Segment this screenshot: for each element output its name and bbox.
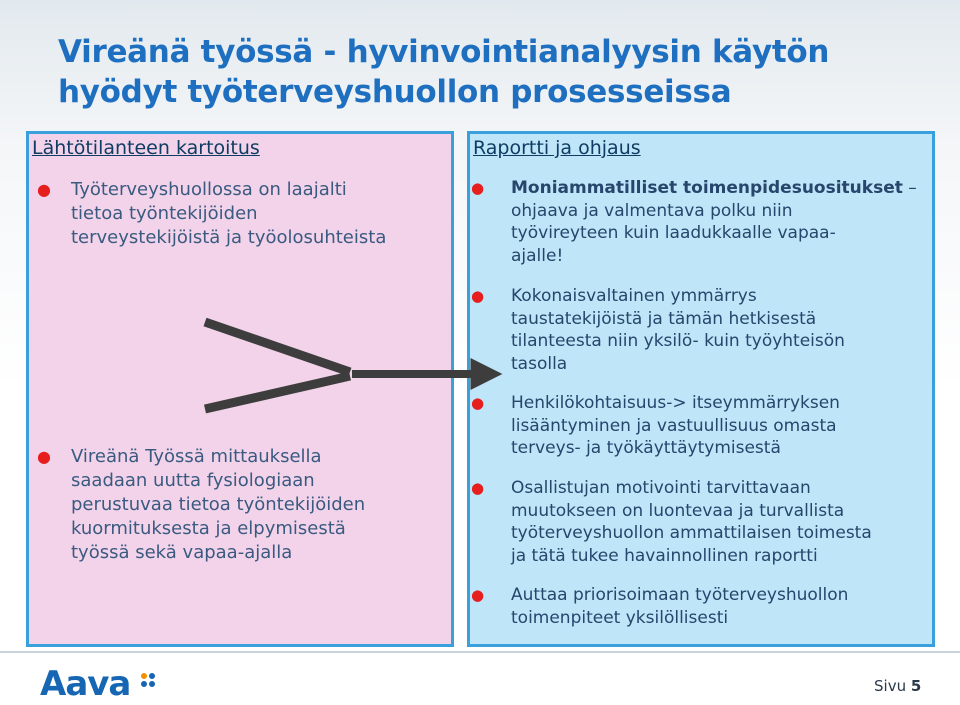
bullet-dot-icon: ● [37, 447, 51, 466]
bullet-dot-icon: ● [471, 179, 485, 197]
bullet-dot-icon: ● [471, 586, 485, 604]
upper-arrow-line [205, 322, 350, 372]
right-panel-heading: Raportti ja ohjaus [473, 137, 641, 159]
bullet-dot-icon: ● [37, 180, 51, 199]
bullet-dot-icon: ● [471, 479, 485, 497]
title-line-2: hyödyt työterveyshuollon prosesseissa [58, 74, 732, 110]
bullet-1-bold: Moniammatilliset toimenpidesuositukset [511, 178, 903, 198]
right-bullet-4: ● Osallistujan motivointi tarvittavaan muutokseen on luontevaa ja turvallista työterveyshuollon ammattilaisen toimesta ja tätä tukee havainnollinen raportti [471, 478, 872, 566]
lower-arrow-line [205, 376, 350, 409]
page-number: Sivu 5 [874, 677, 922, 695]
aava-logo: Aava [40, 664, 131, 704]
left-bullet-2: ● Vireänä Työssä mittauksella saadaan uutta fysiologiaan perustuvaa tietoa työntekijöiden kuormituksesta ja elpymisestä työssä sekä vapaa-ajalla [37, 446, 366, 563]
right-bullet-1: ● Moniammatilliset toimenpidesuositukset – ohjaava ja valmentava polku niin työvireyteen kuin laadukkaalle vapaa- ajalle! [471, 178, 917, 266]
right-bullet-5: ● Auttaa priorisoimaan työterveyshuollon toimenpiteet yksilöllisesti [471, 585, 849, 628]
bullet-dot-icon: ● [471, 394, 485, 412]
bullet-dot-icon: ● [471, 287, 485, 305]
right-bullet-3: ● Henkilökohtaisuus-> itseymmärryksen lisääntyminen ja vastuullisuus omasta terveys- ja työkäyttäytymisestä [471, 393, 840, 458]
right-bullet-2: ● Kokonaisvaltainen ymmärrys taustatekijöistä ja tämän hetkisestä tilanteesta niin yksilö- kuin työyhteisön tasolla [471, 286, 845, 374]
left-panel-heading: Lähtötilanteen kartoitus [32, 137, 260, 159]
logo-dots-icon [140, 672, 160, 692]
title-line-1: Vireänä työssä - hyvinvointianalyysin käytön [58, 34, 830, 70]
footer-divider [0, 651, 960, 653]
left-bullet-1: ● Työterveyshuollossa on laajalti tietoa työntekijöiden terveystekijöistä ja työolosuhteista [37, 179, 387, 248]
